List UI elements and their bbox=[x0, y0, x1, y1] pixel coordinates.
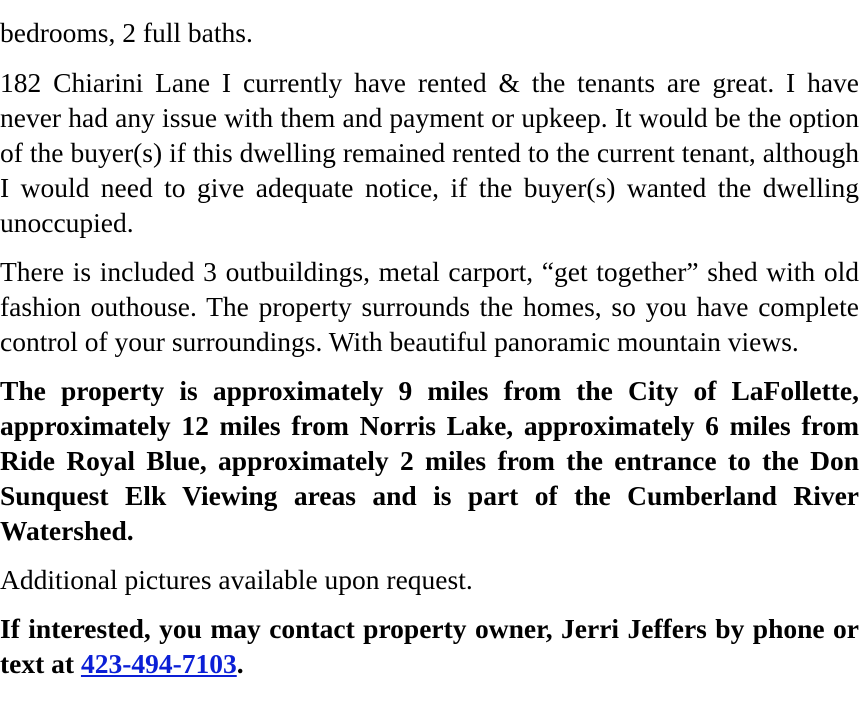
partial-paragraph bbox=[0, 0, 859, 50]
paragraph-location: The property is approximately 9 miles from the City of LaFollette, approximately 12 miles from Norris Lake, approximately 6 miles from Ride Royal Blue, approximately 2 miles from the entrance to the Don Sunquest Elk Viewing areas and is part of the Cumberland River Watershed. bbox=[0, 375, 859, 546]
contact-text: If interested, you may contact property owner, Jerri Jeffers by phone or text at bbox=[0, 613, 859, 679]
paragraph-outbuildings: There is included 3 outbuildings, metal carport, “get together” shed with old fashion outhouse. The property surrounds the homes, so you have complete control of your surroundings. With beautiful panoramic mountain views. bbox=[0, 256, 859, 357]
partial-paragraph-text: bedrooms, 2 full baths. bbox=[0, 17, 253, 48]
paragraph-rental: 182 Chiarini Lane I currently have rented & the tenants are great. I have never had any issue with them and payment or upkeep. It would be the option of the buyer(s) if this dwelling remained rented to the current tenant, although I would need to give adequate notice, if the buyer(s) wanted the dwelling unoccupied. bbox=[0, 67, 859, 238]
paragraph-contact bbox=[0, 611, 859, 681]
phone-link[interactable]: 423-494-7103 bbox=[80, 648, 237, 679]
contact-trailing-period: . bbox=[236, 648, 244, 679]
paragraph-pictures: Additional pictures available upon request. bbox=[0, 564, 473, 595]
